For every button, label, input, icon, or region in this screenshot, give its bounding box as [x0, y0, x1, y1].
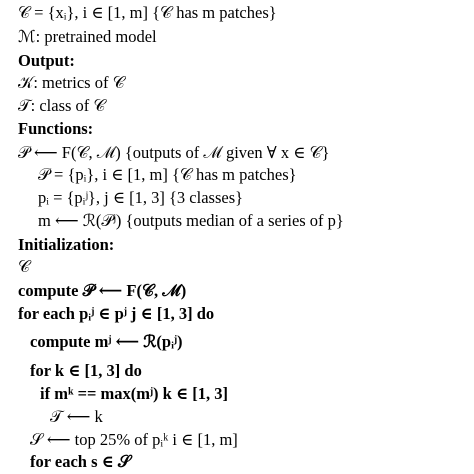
algo-line-16: for k ∈ [1, 3] do — [30, 361, 142, 380]
algo-line-8: 𝒫 = {pᵢ}, i ∈ [1, m] {𝒞 has m patches} — [38, 165, 297, 184]
algo-line-14: for each pᵢʲ ∈ pʲ j ∈ [1, 3] do — [18, 304, 215, 323]
algo-line-12: 𝒞 — [18, 257, 31, 276]
algo-line-17: if mᵏ == max(mʲ) k ∈ [1, 3] — [40, 384, 229, 403]
algo-line-9: pᵢ = {pᵢʲ}, j ∈ [1, 3] {3 classes} — [38, 188, 244, 207]
algo-line-4: 𝒦: metrics of 𝒞 — [18, 73, 125, 92]
algo-line-2: ℳ: pretrained model — [18, 27, 157, 46]
algo-line-15: compute mʲ ⟵ ℛ(pᵢʲ) — [30, 332, 183, 351]
algo-line-19: 𝒮 ⟵ top 25% of pᵢᵏ i ∈ [1, m] — [30, 430, 238, 449]
algo-line-13: compute 𝒫 ⟵ F(𝒞, ℳ) — [18, 281, 187, 300]
algo-line-5: 𝒯: class of 𝒞 — [18, 96, 106, 115]
algo-line-7: 𝒫 ⟵ F(𝒞, ℳ) {outputs of ℳ given ∀ x ∈ 𝒞} — [18, 143, 330, 162]
algo-line-20: for each s ∈ 𝒮 — [30, 452, 131, 471]
algo-line-18: 𝒯 ⟵ k — [50, 407, 103, 426]
algo-line-1: 𝒞 = {xᵢ}, i ∈ [1, m] {𝒞 has m patches} — [18, 3, 277, 22]
algo-line-10: m ⟵ ℛ(𝒫ʲ) {outputs median of a series of p} — [38, 211, 344, 230]
initialization-heading: Initialization: — [18, 235, 115, 254]
functions-heading: Functions: — [18, 119, 94, 138]
output-heading: Output: — [18, 51, 75, 70]
